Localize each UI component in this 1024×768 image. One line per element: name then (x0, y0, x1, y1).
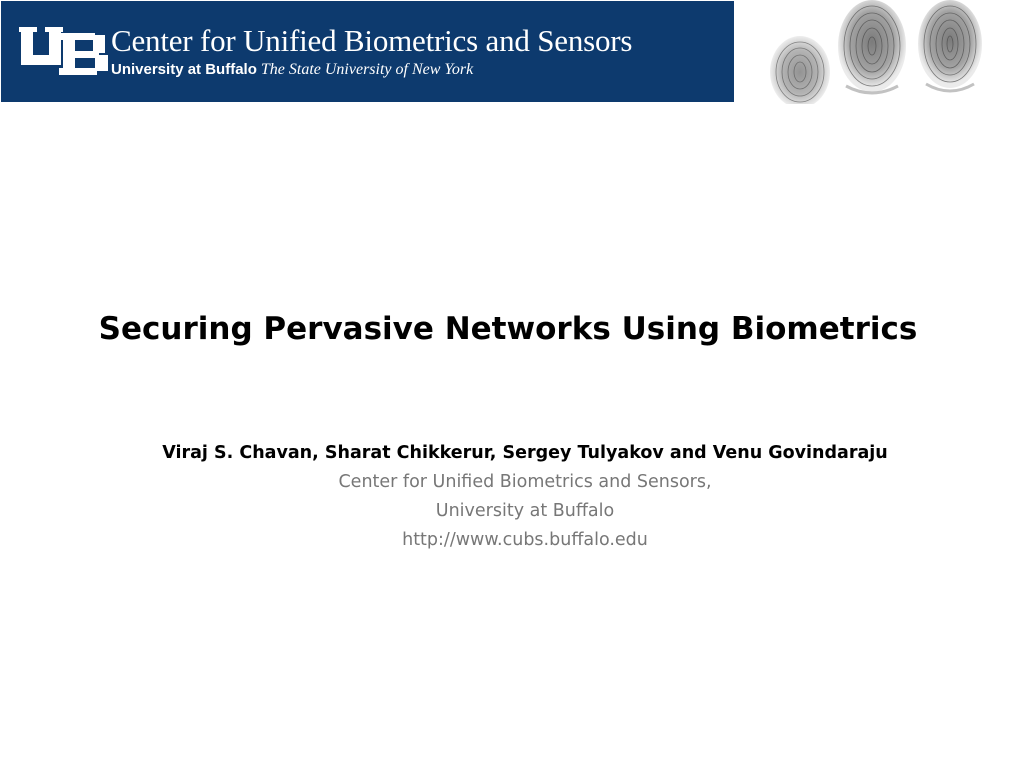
banner-state-university: The State University of New York (260, 61, 474, 78)
banner-university: University at Buffalo (111, 61, 257, 78)
authors: Viraj S. Chavan, Sharat Chikkerur, Sergey Tulyakov and Venu Govindaraju (162, 443, 888, 463)
fingerprints-image (760, 0, 1000, 104)
affiliation-center: Center for Unified Biometrics and Sensors, (338, 472, 712, 492)
banner-title: Center for Unified Biometrics and Sensors (111, 23, 633, 58)
banner-subtitle (111, 59, 473, 80)
affiliation-university: University at Buffalo (435, 501, 615, 521)
slide-title: Securing Pervasive Networks Using Biometrics (98, 311, 918, 347)
ub-logo (19, 25, 111, 77)
affiliation-url: http://www.cubs.buffalo.edu (402, 530, 648, 550)
header-banner (1, 1, 734, 102)
